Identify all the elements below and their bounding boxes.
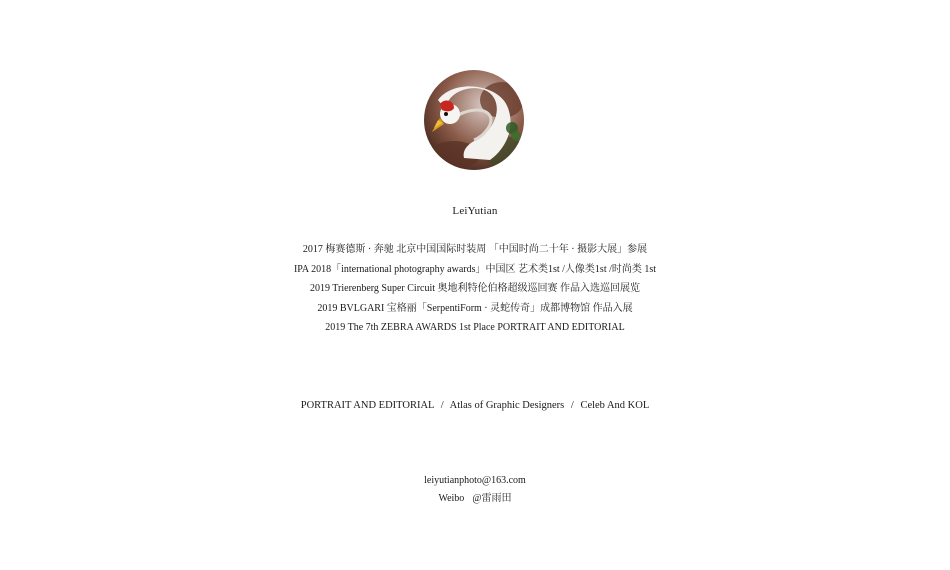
email-link[interactable]: leiyutianphoto@163.com bbox=[424, 475, 526, 486]
contact-info bbox=[0, 472, 950, 508]
award-item: 2019 Trierenberg Super Circuit 奥地利特伦伯格超级巡回赛 作品入选巡回展览 bbox=[309, 283, 641, 294]
award-item: 2019 BVLGARI 宝格丽「SerpentiForm · 灵蛇传奇」成都博物馆 作品入展 bbox=[317, 302, 633, 314]
award-item: 2017 梅赛德斯 · 奔驰 北京中国国际时装周 「中国时尚二十年 · 摄影大展」参展 bbox=[302, 244, 648, 255]
nav-separator: / bbox=[440, 400, 444, 411]
award-item: 2019 The 7th ZEBRA AWARDS 1st Place PORTRAIT AND EDITORIAL bbox=[325, 322, 625, 333]
category-nav bbox=[0, 400, 950, 411]
weibo-label: Weibo bbox=[438, 493, 465, 504]
nav-celeb-link[interactable]: Celeb And KOL bbox=[580, 400, 650, 411]
nav-portrait-link[interactable]: PORTRAIT AND EDITORIAL bbox=[300, 400, 435, 411]
avatar bbox=[424, 70, 524, 170]
nav-atlas-link[interactable]: Atlas of Graphic Designers bbox=[449, 400, 565, 411]
nav-separator: / bbox=[570, 400, 574, 411]
profile-name: LeiYutian bbox=[452, 205, 498, 217]
award-item: IPA 2018「international photography awards」中国区 艺术类1st /人像类1st /时尚类 1st bbox=[293, 263, 657, 275]
swan-photo-icon bbox=[424, 70, 524, 170]
weibo-handle-link[interactable]: @雷雨田 bbox=[472, 493, 512, 504]
awards-list bbox=[0, 240, 950, 338]
